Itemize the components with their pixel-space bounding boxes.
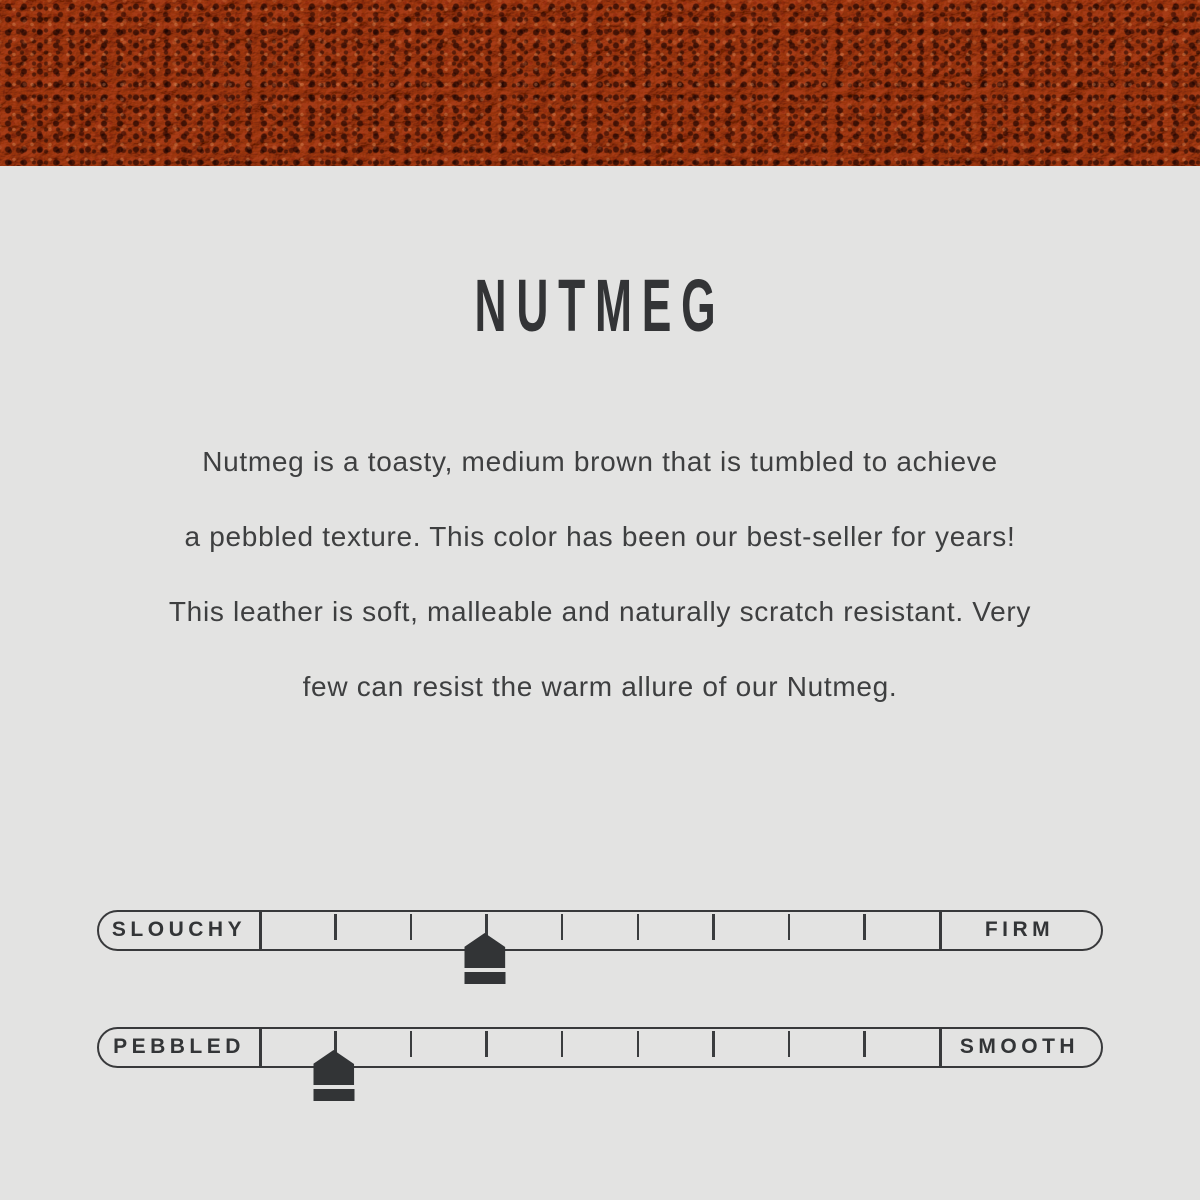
description-line-3: This leather is soft, malleable and naturally scratch resistant. Very	[168, 596, 1032, 627]
tick-mark	[561, 914, 564, 940]
marker-pointer-icon	[313, 1050, 354, 1085]
tick-mark	[410, 914, 413, 940]
texture-scale-right-label: SMOOTH	[959, 1035, 1080, 1058]
tick-mark	[788, 914, 791, 940]
tick-mark	[637, 1031, 640, 1057]
tick-mark	[561, 1031, 564, 1057]
firmness-scale-right-label: FIRM	[984, 918, 1055, 941]
tick-mark	[788, 1031, 791, 1057]
tick-mark	[863, 914, 866, 940]
tick-mark	[712, 914, 715, 940]
color-description	[0, 424, 1200, 724]
tick-mark	[334, 914, 337, 940]
texture-scale	[97, 1027, 1103, 1068]
tick-mark	[485, 1031, 488, 1057]
firmness-scale	[97, 910, 1103, 951]
firmness-scale-left-label: SLOUCHY	[111, 918, 247, 941]
marker-base-bar	[464, 972, 505, 984]
scale-divider	[259, 1028, 262, 1066]
leather-highlight-speckle-overlay	[0, 0, 1200, 166]
texture-scale-track	[97, 1027, 1103, 1068]
marker-pointer-icon	[464, 933, 505, 968]
texture-scale-marker	[313, 1050, 354, 1101]
marker-base-bar	[313, 1089, 354, 1101]
tick-mark	[410, 1031, 413, 1057]
tick-mark	[863, 1031, 866, 1057]
firmness-scale-track	[97, 910, 1103, 951]
tick-mark	[637, 914, 640, 940]
texture-scale-left-label: PEBBLED	[113, 1035, 245, 1058]
leather-texture-image	[0, 0, 1200, 166]
description-line-1: Nutmeg is a toasty, medium brown that is tumbled to achieve	[202, 446, 998, 477]
description-line-2: a pebbled texture. This color has been our best-seller for years!	[184, 521, 1016, 552]
firmness-scale-marker	[464, 933, 505, 984]
description-line-4: few can resist the warm allure of our Nutmeg.	[302, 671, 898, 702]
color-name-title: NUTMEG	[474, 264, 726, 347]
tick-mark	[712, 1031, 715, 1057]
scale-divider	[259, 911, 262, 949]
